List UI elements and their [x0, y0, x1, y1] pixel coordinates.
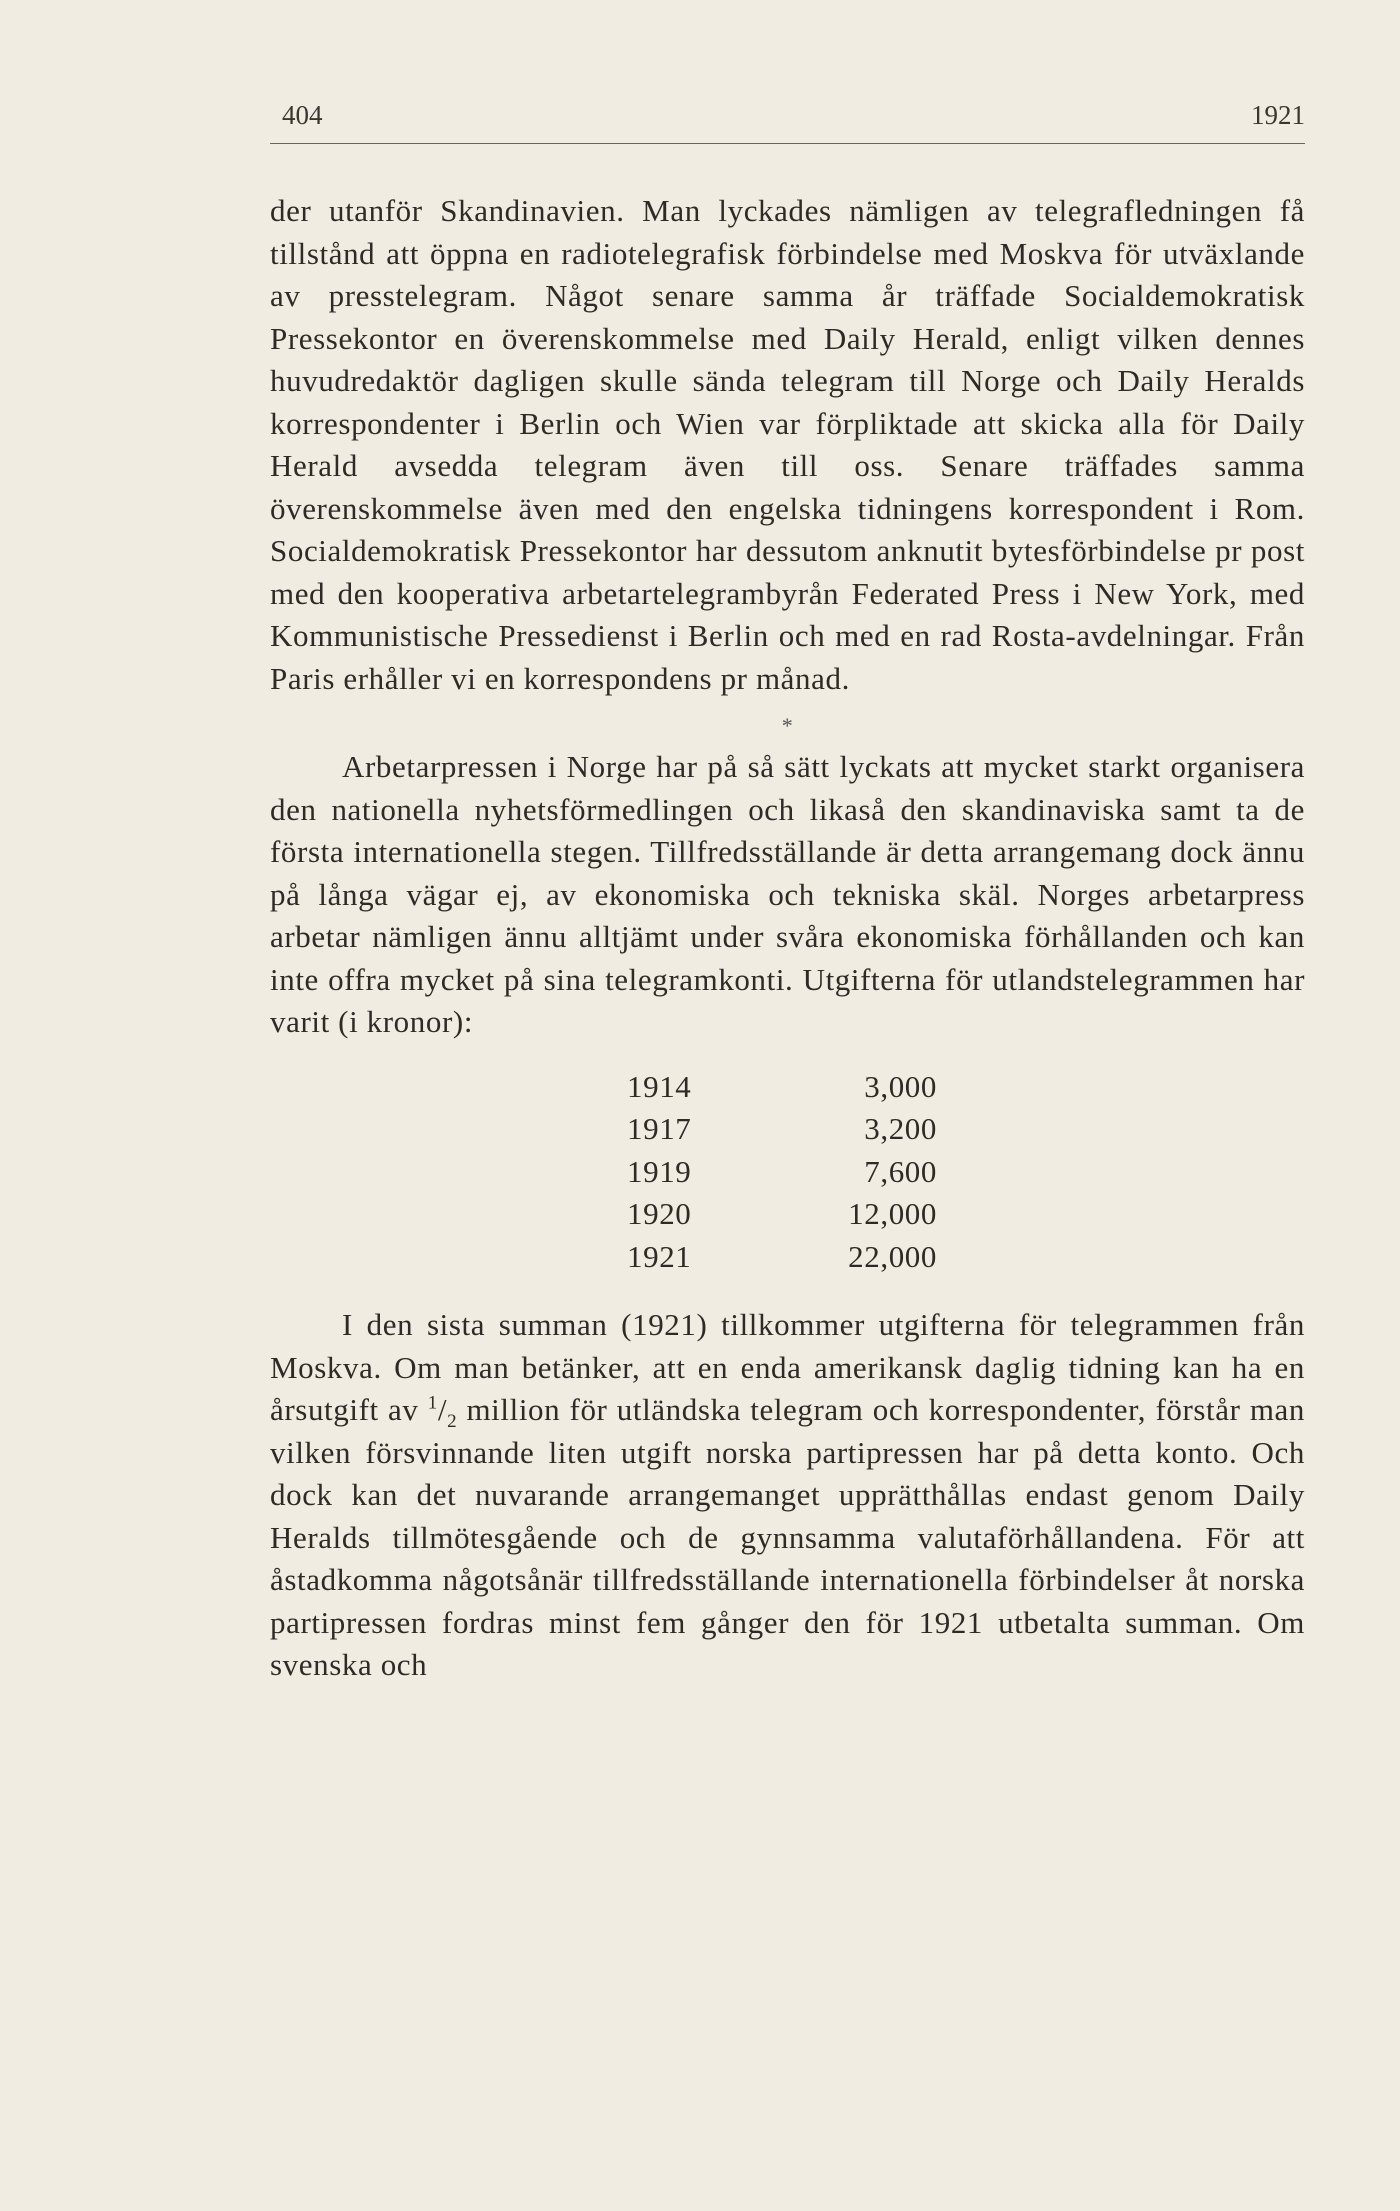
expense-year: 1920	[627, 1196, 692, 1231]
paragraph-2: Arbetarpressen i Norge har på så sätt lyckats att mycket starkt organisera den nationella nyhetsförmedlingen och likaså den skandinaviska samt ta de första internationella stegen. Tillfredsställande är detta arrangemang dock ännu på långa vägar ej, av ekonomiska och tekniska skäl. Norges arbetarpress arbetar nämligen ännu alltjämt under svåra ekonomiska förhållanden och kan inte offra mycket på sina telegramkonti. Utgifterna för utlandstelegrammen har varit (i kronor):	[270, 749, 1305, 1039]
header-year: 1921	[1251, 100, 1305, 130]
expense-amount: 7,600	[864, 1153, 937, 1189]
paragraph-3-start: I den sista summan (1921) tillkommer utgifterna för telegrammen från Moskva. Om man betänker, att en enda amerikansk daglig tidning kan ha en årsutgift av	[270, 1307, 1305, 1427]
expense-year: 1914	[627, 1068, 692, 1104]
expense-amount: 12,000	[848, 1196, 937, 1231]
section-separator: *	[781, 713, 794, 738]
expenses-table	[627, 1066, 937, 1279]
paragraph-3: I den sista summan (1921) tillkommer utgifterna för telegrammen från Moskva. Om man betänker, att en enda amerikansk daglig tidning kan ha en årsutgift av $^1/_2$ million för utländska telegram och korrespondenter, förstår man vilken försvinnande liten utgift norska partipressen har på detta konto. Och dock kan det nuvarande arrangemanget upprätthållas endast genom Daily Heralds tillmötesgående och de gynnsamma valutaförhållandena. För att åstadkomma någotsånär tillfredsställande internationella förbindelser åt norska partipressen fordras minst fem gånger den för 1921 utbetalta summan. Om svenska och	[270, 1307, 1306, 1682]
body-text	[270, 190, 1305, 1687]
fraction-denominator: 2	[447, 1411, 458, 1433]
header-rule	[270, 143, 1305, 144]
table-row	[627, 1066, 937, 1109]
expense-amount: 3,200	[864, 1111, 937, 1146]
expense-year: 1919	[627, 1153, 692, 1189]
expense-year: 1917	[627, 1111, 692, 1146]
fraction-numerator: 1	[427, 1392, 438, 1414]
expense-year: 1921	[627, 1238, 692, 1274]
expense-amount: 22,000	[848, 1238, 937, 1274]
paragraph-1: der utanför Skandinavien. Man lyckades nämligen av telegrafledningen få tillstånd att öppna en radiotelegrafisk förbindelse med Moskva för utväxlande av presstelegram. Något senare samma år träffade Socialdemokratisk Pressekontor en överenskommelse med Daily Herald, enligt vilken dennes huvudredaktör dagligen skulle sända telegram till Norge och Daily Heralds korrespondenter i Berlin och Wien var förpliktade att skicka alla för Daily Herald avsedda telegram även till oss. Senare träffades samma överenskommelse även med den engelska tidningens korrespondent i Rom. Socialdemokratisk Pressekontor har dessutom anknutit bytesförbindelse pr post med den kooperativa arbetartelegrambyrån Federated Press i New York, med Kommunistische Pressedienst i Berlin och med en rad Rosta-avdelningar. Från Paris erhåller vi en korrespondens pr månad.	[270, 193, 1305, 696]
running-head	[270, 100, 1305, 130]
expense-amount: 3,000	[864, 1068, 937, 1104]
table-row	[627, 1151, 937, 1194]
paragraph-3-end: million för utländska telegram och korrespondenter, förstår man vilken försvinnande liten utgift norska partipressen har på detta konto. Och dock kan det nuvarande arrangemanget upprätthållas endast genom Daily Heralds tillmötesgående och de gynnsamma valutaförhållandena. För att åstadkomma någotsånär tillfredsställande internationella förbindelser åt norska partipressen fordras minst fem gånger den för 1921 utbetalta summan. Om svenska och	[270, 1392, 1306, 1682]
table-row	[627, 1193, 937, 1236]
page-number: 404	[282, 100, 323, 130]
table-row	[627, 1236, 937, 1279]
table-row	[627, 1108, 937, 1151]
